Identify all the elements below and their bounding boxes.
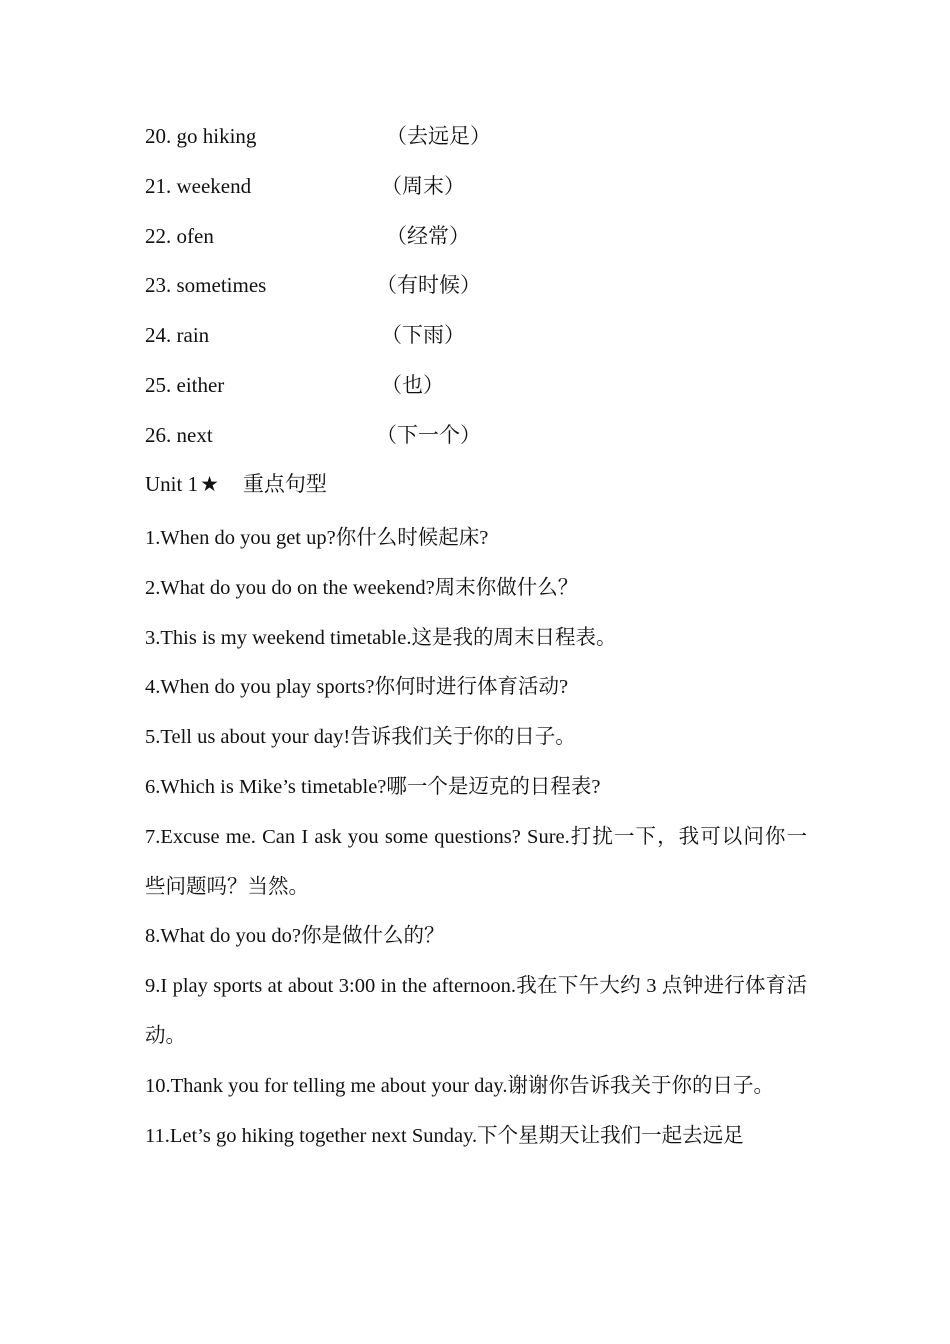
vocabulary-meaning: （经常）	[386, 223, 470, 248]
vocabulary-meaning: （有时候）	[376, 273, 481, 298]
vocabulary-meaning: （去远足）	[386, 124, 491, 148]
sentence-item: 4.When do you play sports?你何时进行体育活动?	[145, 676, 569, 699]
vocabulary-meaning: （下一个）	[376, 422, 481, 447]
key-sentences-list	[145, 514, 807, 1161]
section-heading	[145, 464, 327, 504]
sentence-item: 9.I play sports at about 3:00 in the afternoon.我在下午大约 3 点钟进行体育活动。	[145, 975, 807, 1047]
vocabulary-meaning: （下雨）	[381, 323, 465, 348]
vocabulary-word: 26. next	[145, 422, 213, 447]
vocabulary-word: 21. weekend	[145, 173, 252, 198]
vocabulary-word: 20. go hiking	[145, 124, 257, 148]
vocabulary-list	[145, 116, 805, 465]
vocabulary-item	[145, 415, 805, 465]
vocabulary-meaning: （也）	[381, 372, 444, 397]
vocabulary-word: 22. ofen	[145, 223, 214, 248]
unit-label: Unit 1	[145, 472, 199, 496]
vocabulary-item	[145, 216, 805, 266]
section-title: 重点句型	[242, 472, 327, 496]
sentence-item: 10.Thank you for telling me about your day.谢谢你告诉我关于你的日子。	[145, 1074, 774, 1097]
sentence-item: 3.This is my weekend timetable.这是我的周末日程表。	[145, 626, 617, 649]
vocabulary-word: 23. sometimes	[145, 273, 267, 298]
vocabulary-item	[145, 265, 805, 315]
vocabulary-item	[145, 116, 805, 166]
vocabulary-word: 25. either	[145, 372, 225, 397]
vocabulary-meaning: （周末）	[381, 173, 465, 198]
sentence-item: 6.Which is Mike’s timetable?哪一个是迈克的日程表?	[145, 775, 601, 798]
sentence-item: 11.Let’s go hiking together next Sunday.下个星期天让我们一起去远足	[145, 1124, 744, 1147]
sentence-item: 7.Excuse me. Can I ask you some questions? Sure.打扰一下，我可以问你一些问题吗？当然。	[145, 825, 807, 898]
sentence-item: 1.When do you get up?你什么时候起床?	[145, 527, 489, 549]
vocabulary-item	[145, 166, 805, 216]
vocabulary-word: 24. rain	[145, 323, 210, 348]
vocabulary-item	[145, 315, 805, 365]
sentence-item: 8.What do you do?你是做什么的？	[145, 925, 445, 948]
star-icon: ★	[200, 472, 219, 496]
vocabulary-item	[145, 365, 805, 415]
sentence-item: 5.Tell us about your day!告诉我们关于你的日子。	[145, 726, 576, 749]
sentence-item: 2.What do you do on the weekend?周末你做什么？	[145, 576, 579, 599]
